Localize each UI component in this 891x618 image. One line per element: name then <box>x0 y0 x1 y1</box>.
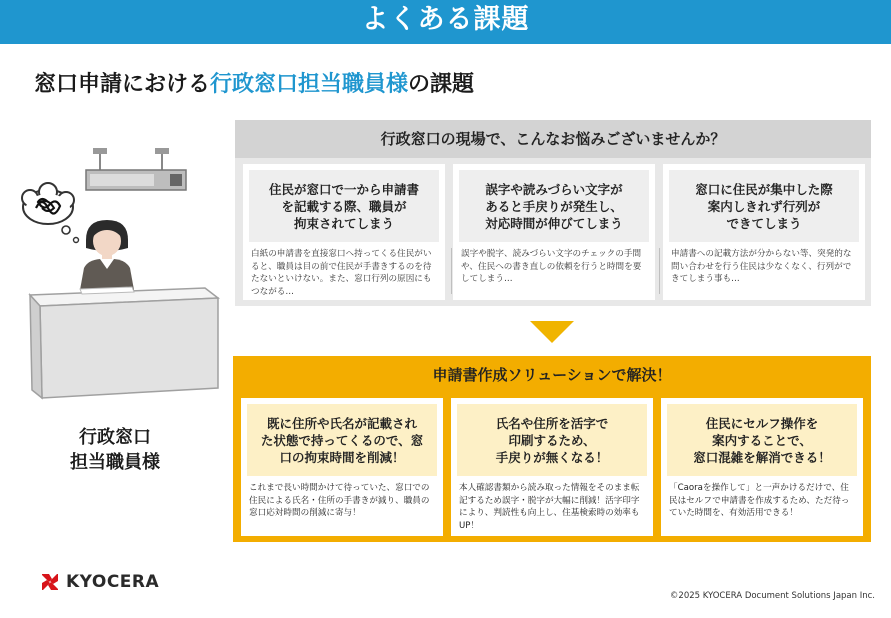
problem-card-head <box>459 170 649 242</box>
solution-card-head <box>667 404 857 476</box>
problem-card-head <box>669 170 859 242</box>
solutions-title: 申請書作成ソリューションで解決！ <box>432 366 672 384</box>
page-header-title: よくある課題 <box>361 4 530 35</box>
problem-card <box>453 164 655 300</box>
problem-head-line: 住民が窓口で一から申請書 <box>268 181 419 197</box>
problem-card-body: 白紙の申請書を直接窓口へ持ってくる住民がいると、職員は目の前で住民が手書きするのを待たないといけない。また、窓口行列の原因にもつながる… <box>251 249 432 297</box>
subtitle-after: の課題 <box>408 72 475 97</box>
clerk-illustration <box>0 140 225 440</box>
problem-head-line: 誤字や読みづらい文字が <box>485 181 623 197</box>
clerk-person-icon <box>80 220 134 290</box>
subtitle-before: 窓口申請における <box>34 72 211 97</box>
solutions-panel <box>233 356 871 542</box>
subtitle-highlight: 行政窓口担当職員様 <box>210 72 409 97</box>
solution-head-line: 手戻りが無くなる！ <box>495 449 609 465</box>
card-divider <box>451 248 452 294</box>
problem-head-line: 案内しきれず行列が <box>707 198 821 214</box>
solution-head-line: 窓口混雑を解消できる！ <box>693 449 831 465</box>
solution-card-head <box>457 404 647 476</box>
solution-head-line: 既に住所や氏名が記載され <box>266 415 417 431</box>
solution-head-line: 氏名や住所を活字で <box>495 415 609 431</box>
solution-card-body: これまで長い時間かけて待っていた、窓口での住民による氏名・住所の手書きが減り、職員の窓口応対時間の削減に寄与！ <box>249 483 430 518</box>
problem-card <box>243 164 445 300</box>
solution-head-line: た状態で持ってくるので、窓 <box>260 432 424 448</box>
solution-head-line: 住民にセルフ操作を <box>705 415 819 431</box>
card-divider <box>659 248 660 294</box>
problem-head-line: を記載する際、職員が <box>281 198 407 214</box>
problem-card <box>663 164 865 300</box>
solution-head-line: 印刷するため、 <box>508 432 596 448</box>
problem-head-line: 拘束されてしまう <box>293 215 394 231</box>
solution-card-head <box>247 404 437 476</box>
clerk-label-line2: 担当職員様 <box>70 452 160 473</box>
clerk-label <box>40 425 190 475</box>
problem-head-line: あると手戻りが発生し、 <box>485 198 623 214</box>
problem-head-line: できてしまう <box>726 215 802 231</box>
down-arrow-icon <box>530 321 574 343</box>
hanging-sign-icon <box>86 148 186 190</box>
kyocera-logo <box>40 572 159 592</box>
service-counter-icon <box>30 287 218 398</box>
problem-card-head <box>249 170 439 242</box>
problems-cards <box>243 164 865 300</box>
solution-head-line: 口の拘束時間を削減！ <box>279 449 405 465</box>
solution-card-body: 本人確認書類から読み取った情報をそのまま転記するため誤字・脱字が大幅に削減！活字印字により、判読性も向上し、住基検索時の効率もUP！ <box>459 483 640 531</box>
solution-card <box>241 398 443 536</box>
problem-head-line: 窓口に住民が集中した際 <box>695 181 833 197</box>
solution-card <box>661 398 863 536</box>
solution-head-line: 案内することで、 <box>712 432 812 448</box>
page-header-banner <box>0 0 891 44</box>
page-subtitle <box>34 67 474 98</box>
problems-panel <box>235 120 871 306</box>
solution-card <box>451 398 653 536</box>
clerk-label-line1: 行政窓口 <box>79 427 151 448</box>
problem-card-body: 申請書への記載方法が分からない等、突発的な問い合わせを行う住民は少なくなく、行列ができてしまう事も… <box>671 249 852 284</box>
logo-wordmark: KYOCERA <box>66 572 160 592</box>
solutions-cards <box>241 398 863 536</box>
problem-head-line: 対応時間が伸びてしまう <box>485 215 623 231</box>
problems-title: 行政窓口の現場で、こんなお悩みございませんか？ <box>235 120 871 158</box>
solution-card-body: 「Caoraを操作して」と一声かけるだけで、住民はセルフで申請書を作成するため、ただ待っていた時間を、有効活用できる！ <box>669 483 850 518</box>
thought-bubble-icon <box>22 183 79 243</box>
problem-card-body: 誤字や脱字、読みづらい文字のチェックの手間や、住民への書き直しの依頼を行うと時間を要してしまう… <box>461 249 642 284</box>
copyright: ©2025 KYOCERA Document Solutions Japan Inc. <box>669 591 875 601</box>
kyocera-logo-icon <box>40 572 60 592</box>
